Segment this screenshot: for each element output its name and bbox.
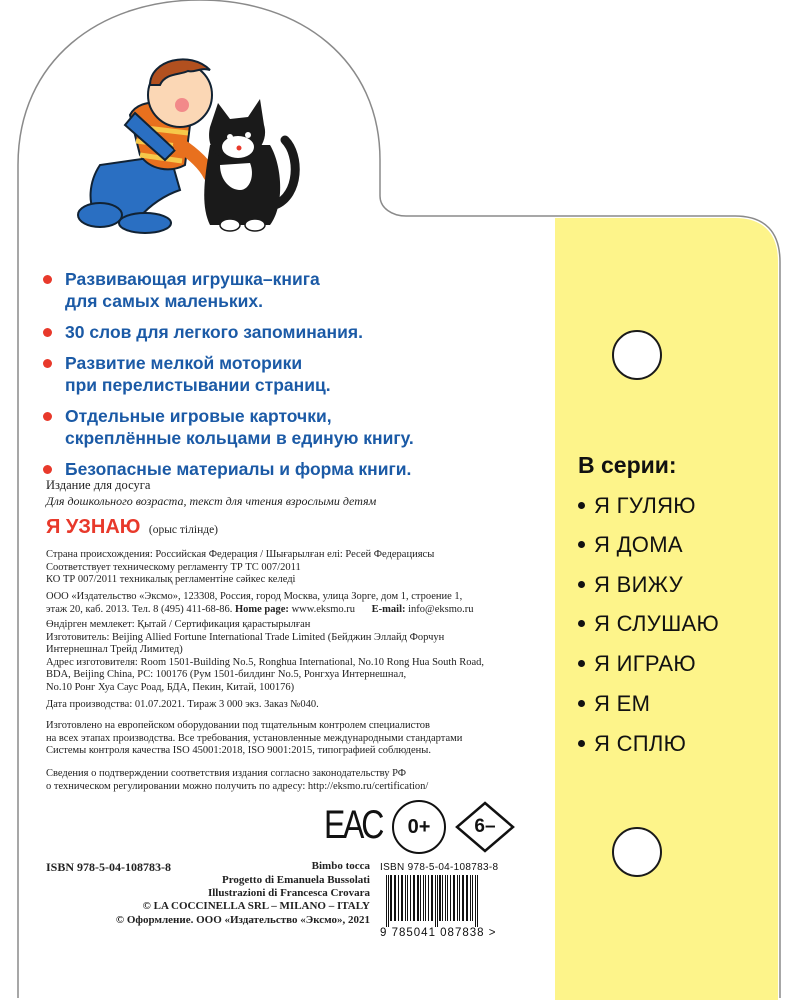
barcode-bar <box>390 875 392 921</box>
copyright-line: © LA COCCINELLA SRL – MILANO – ITALY <box>142 900 370 912</box>
barcode-bar <box>439 875 441 921</box>
imprint-line: Өндірген мемлекет: Қытай / Сертификация қарастырылған <box>46 619 311 630</box>
series-item <box>578 731 686 757</box>
publisher-phone: этаж 20, каб. 2013. Тел. 8 (495) 411-68-86. <box>46 603 233 615</box>
series-item-label: Я СЛУШАЮ <box>594 611 720 636</box>
barcode-bars <box>380 875 520 927</box>
publisher-address: ООО «Издательство «Эксмо», 123308, Россия, город Москва, улица Зорге, дом 1, строение 1, <box>46 591 463 602</box>
barcode-bar <box>477 875 478 927</box>
series-item <box>578 493 696 519</box>
series-item-label: Я ДОМА <box>594 532 683 557</box>
bullet-icon <box>578 502 585 509</box>
barcode-bar <box>428 875 429 921</box>
feature-item <box>40 458 540 480</box>
imprint-line: Соответствует техническому регламенту ТР ТС 007/2011 <box>46 561 301 573</box>
feature-text: Безопасные материалы и форма книги. <box>65 459 412 479</box>
feature-item <box>40 405 540 449</box>
certification-link[interactable]: о техническом регулировании можно получить по адресу: http://eksmo.ru/certification/ <box>46 780 429 792</box>
barcode-bar <box>470 875 471 921</box>
credit-line: Illustrazioni di Francesca Crovara <box>207 887 370 899</box>
barcode-bar <box>405 875 406 921</box>
feature-item <box>40 268 540 312</box>
series-title: В серии: <box>578 452 677 478</box>
barcode-bar <box>388 875 389 927</box>
publisher-block <box>46 591 474 616</box>
series-item <box>578 532 683 558</box>
credit-line: Bimbo tocca <box>311 860 370 872</box>
bullet-icon <box>578 541 585 548</box>
feature-item <box>40 352 540 396</box>
bullet-icon <box>578 700 585 707</box>
barcode-bar <box>394 875 396 921</box>
imprint-line: на всех этапах производства. Все требования, установленные международными стандартами <box>46 732 463 744</box>
barcode-bar <box>447 875 448 921</box>
book-title-line <box>46 516 218 539</box>
barcode-bar <box>442 875 443 921</box>
feature-text: Развитие мелкой моторики при перелистывании страниц. <box>65 353 331 395</box>
homepage-link[interactable]: www.eksmo.ru <box>291 603 356 615</box>
series-item-label: Я СПЛЮ <box>594 731 687 756</box>
series-item-label: Я ГУЛЯЮ <box>594 493 696 518</box>
imprint-line: Изготовитель: Beijing Allied Fortune International Trade Limited (Бейджин Эллайд Форчун <box>46 631 445 643</box>
barcode-bar <box>466 875 468 921</box>
feature-text: Развивающая игрушка–книга для самых маленьких. <box>65 269 320 311</box>
barcode-bar <box>407 875 408 921</box>
barcode-bar <box>459 875 460 921</box>
series-item <box>578 611 719 637</box>
barcode-bar <box>413 875 415 921</box>
series-item <box>578 572 683 598</box>
imprint-line: Страна происхождения: Российская Федерация / Шығарылған елі: Ресей Федерациясы <box>46 549 435 560</box>
email-label: E-mail: <box>371 603 406 615</box>
series-item-label: Я ВИЖУ <box>594 572 684 597</box>
red-bullet-icon <box>43 412 52 421</box>
imprint-line: КО ТР 007/2011 техникалық регламентіне сәйкес келеді <box>46 574 296 585</box>
barcode-bar <box>423 875 424 921</box>
barcode-digits: 9 785041 087838 > <box>380 927 497 939</box>
copyright-line: © Оформление. ООО «Издательство «Эксмо», 2021 <box>115 913 370 926</box>
barcode-bar <box>475 875 476 927</box>
certification-block <box>46 768 428 793</box>
red-bullet-icon <box>43 328 52 337</box>
bullet-icon <box>578 581 585 588</box>
feature-list <box>40 268 540 489</box>
bullet-icon <box>578 740 585 747</box>
age-rating-badge: 0+ <box>392 800 446 854</box>
imprint-line: Системы контроля качества ISO 45001:2018, ISO 9001:2015, типографией соблюдены. <box>46 745 431 756</box>
imprint-line: Изготовлено на европейском оборудовании под тщательным контролем специалистов <box>46 720 430 731</box>
barcode-bar <box>410 875 411 921</box>
red-bullet-icon <box>43 275 52 284</box>
barcode-bar <box>445 875 446 921</box>
barcode-bar <box>425 875 426 921</box>
series-item-label: Я ЕМ <box>594 691 651 716</box>
credit-line: Progetto di Emanuela Bussolati <box>221 873 370 886</box>
barcode-isbn: ISBN 978-5-04-108783-8 <box>380 862 499 873</box>
audience-note: Для дошкольного возраста, текст для чтения взрослыми детям <box>46 494 377 508</box>
barcode-bar <box>401 875 403 921</box>
barcode-bar <box>462 875 464 921</box>
barcode-bar <box>398 875 399 921</box>
eac-mark: ЕАС <box>324 802 382 847</box>
feature-text: Отдельные игровые карточки, скреплённые кольцами в единую книгу. <box>65 406 414 448</box>
bullet-icon <box>578 660 585 667</box>
red-bullet-icon <box>43 465 52 474</box>
barcode-bar <box>435 875 436 927</box>
imprint-line: No.10 Ронг Хуа Саус Роад, БДА, Пекин, Китай, 100176) <box>46 681 295 693</box>
barcode-block <box>380 862 530 939</box>
print-info: Дата производства: 01.07.2021. Тираж 3 000 экз. Заказ №040. <box>46 699 319 710</box>
boy-and-cat-illustration <box>70 55 310 240</box>
copyright-block <box>80 900 370 927</box>
bullet-icon <box>578 620 585 627</box>
language-note: (орыс тілінде) <box>148 524 219 536</box>
quality-block <box>46 720 462 758</box>
email-link[interactable]: info@eksmo.ru <box>408 603 474 615</box>
feature-item <box>40 321 540 343</box>
imprint-line: Сведения о подтверждении соответствия издания согласно законодательству РФ <box>46 768 407 779</box>
barcode-bar <box>431 875 433 921</box>
imprint-line: Интернешнал Трейд Лимитед) <box>46 644 183 655</box>
imprint-line: BDA, Beijing China, РС: 100176 (Рум 1501-билдинг No.5, Ронгхуа Интернешнал, <box>46 669 407 680</box>
yellow-panel <box>555 218 778 1000</box>
origin-block <box>46 549 434 587</box>
isbn-text: ISBN 978-5-04-108783-8 <box>46 860 171 874</box>
barcode-bar <box>420 875 421 921</box>
age-range-label: 6– <box>474 816 496 837</box>
barcode-bar <box>437 875 438 927</box>
credits-block <box>200 860 370 901</box>
book-title: Я УЗНАЮ <box>46 516 141 538</box>
ring-hole-top <box>612 330 662 380</box>
red-bullet-icon <box>43 359 52 368</box>
manufacturer-block <box>46 619 484 694</box>
edition-type: Издание для досуга <box>46 478 151 492</box>
imprint-line: Адрес изготовителя: Room 1501-Building No.5, Ronghua International, No.10 Rong Hua South Road, <box>46 656 485 668</box>
barcode-bar <box>472 875 473 921</box>
series-item <box>578 691 650 717</box>
barcode-bar <box>457 875 458 921</box>
series-item <box>578 651 696 677</box>
barcode-bar <box>450 875 451 921</box>
barcode-bar <box>453 875 455 921</box>
ring-hole-bottom <box>612 827 662 877</box>
barcode-bar <box>386 875 387 927</box>
feature-text: 30 слов для легкого запоминания. <box>65 322 363 342</box>
series-item-label: Я ИГРАЮ <box>594 651 696 676</box>
barcode-bar <box>417 875 419 921</box>
homepage-label: Home page: <box>234 603 289 615</box>
